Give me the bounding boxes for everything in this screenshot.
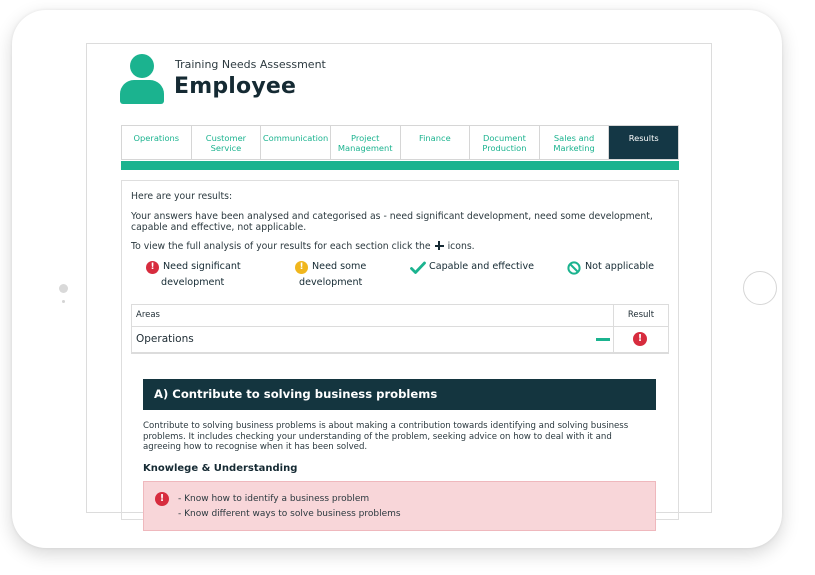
tab-sales-and-marketing[interactable] — [540, 126, 610, 159]
person-icon — [120, 54, 164, 104]
tab-document-production[interactable] — [470, 126, 540, 159]
alert-item: - Know different ways to solve business problems — [178, 509, 401, 519]
tab-label: Document Production — [482, 133, 527, 153]
error-icon: ! — [155, 492, 169, 506]
result-cell — [613, 327, 668, 352]
app-screen — [86, 43, 712, 519]
error-icon: ! — [146, 261, 159, 274]
error-icon: ! — [633, 332, 647, 346]
home-button[interactable] — [743, 271, 777, 305]
page-subtitle: Training Needs Assessment — [175, 58, 326, 71]
progress-bar — [121, 161, 679, 170]
not-applicable-icon — [567, 261, 581, 275]
legend-need-significant: ! Need significant development — [146, 259, 241, 291]
table-header — [132, 305, 668, 327]
tab-results[interactable] — [609, 126, 678, 159]
tab-label: Customer Service — [205, 133, 247, 153]
tab-label: Project Management — [337, 133, 393, 153]
page-header — [87, 44, 711, 119]
legend-capable: Capable and effective — [410, 259, 534, 275]
tab-label: Sales and Marketing — [553, 133, 595, 153]
tab-customer-service[interactable] — [192, 126, 262, 159]
section-details — [131, 379, 669, 519]
alert-item: - Know how to identify a business problem — [178, 494, 370, 504]
section-title: A) Contribute to solving business problems — [143, 379, 656, 410]
tab-label: Results — [628, 133, 659, 143]
tab-label: Communication — [262, 133, 329, 143]
results-analysis-text: Your answers have been analysed and categorised as - need significant development, need some development, capable and effective, not applicable. — [131, 211, 653, 233]
table-row[interactable] — [132, 327, 668, 353]
results-intro: Here are your results: — [131, 191, 233, 202]
section-tabs — [121, 125, 679, 160]
page-title: Employee — [174, 74, 297, 99]
area-name: Operations — [136, 333, 194, 345]
legend-not-applicable: Not applicable — [567, 259, 654, 275]
development-alert — [143, 481, 656, 531]
tab-communication[interactable] — [261, 126, 331, 159]
camera-icon — [59, 284, 68, 293]
tab-operations[interactable] — [122, 126, 192, 159]
header-result: Result — [613, 305, 668, 326]
knowledge-heading: Knowlege & Understanding — [143, 463, 298, 474]
legend-need-some: ! Need some development — [295, 259, 366, 291]
areas-table — [131, 304, 669, 354]
warning-icon: ! — [295, 261, 308, 274]
tab-label: Operations — [133, 133, 180, 143]
section-description: Contribute to solving business problems is about making a contribution towards identifying and solving business problems. It includes checking your understanding of the problem, seeking advice on how to deal with it and agreeing how to recognise when it has been solved. — [143, 421, 629, 452]
results-instructions: To view the full analysis of your results for each section click the icons. — [131, 241, 475, 252]
tab-project-management[interactable] — [331, 126, 401, 159]
results-panel — [121, 180, 679, 520]
minus-icon[interactable] — [596, 338, 610, 341]
header-areas: Areas — [136, 310, 160, 320]
sensor-dot — [62, 300, 65, 303]
plus-icon — [435, 241, 444, 250]
tab-label: Finance — [418, 133, 451, 143]
tab-finance[interactable] — [401, 126, 471, 159]
check-icon — [410, 261, 426, 275]
